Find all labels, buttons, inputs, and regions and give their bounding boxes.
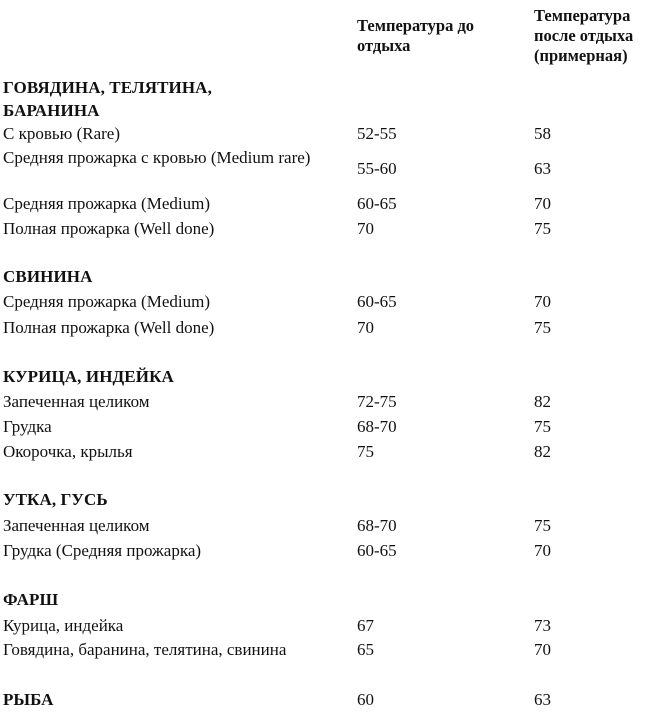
temp-before: 67 bbox=[357, 616, 374, 635]
section-title-mince: ФАРШ bbox=[3, 590, 59, 609]
section-title-beef: ГОВЯДИНА, ТЕЛЯТИНА, БАРАНИНА bbox=[3, 78, 212, 120]
row-name: Средняя прожарка (Medium) bbox=[3, 292, 210, 311]
temp-after: 75 bbox=[534, 219, 551, 238]
temp-before: 75 bbox=[357, 442, 374, 461]
temp-after: 73 bbox=[534, 616, 551, 635]
temp-before: 60-65 bbox=[357, 292, 397, 311]
temp-before: 68-70 bbox=[357, 516, 397, 535]
temp-before: 60 bbox=[357, 690, 374, 709]
table-row bbox=[0, 539, 660, 563]
row-name: С кровью (Rare) bbox=[3, 124, 120, 143]
temp-before: 60-65 bbox=[357, 194, 397, 213]
temp-before: 65 bbox=[357, 640, 374, 659]
table-row bbox=[0, 514, 660, 538]
temp-after: 75 bbox=[534, 516, 551, 535]
temp-after: 82 bbox=[534, 392, 551, 411]
temp-after: 70 bbox=[534, 640, 551, 659]
table-row bbox=[0, 614, 660, 638]
row-name: Запеченная целиком bbox=[3, 516, 150, 535]
section-title-duck: УТКА, ГУСЬ bbox=[3, 490, 108, 509]
column-header-after-rest: Температура после отдыха (примерная) bbox=[534, 6, 634, 65]
temp-before: 68-70 bbox=[357, 417, 397, 436]
temp-before: 70 bbox=[357, 219, 374, 238]
row-name: Полная прожарка (Well done) bbox=[3, 318, 215, 337]
row-name: Запеченная целиком bbox=[3, 392, 150, 411]
section-title-pork: СВИНИНА bbox=[3, 267, 93, 286]
section-title-fish: РЫБА bbox=[3, 690, 54, 709]
temp-after: 75 bbox=[534, 318, 551, 337]
table-row bbox=[0, 217, 660, 241]
table-row-fish bbox=[0, 688, 660, 712]
temp-after: 63 bbox=[534, 159, 551, 178]
row-name: Средняя прожарка с кровью (Medium rare) bbox=[3, 148, 311, 167]
row-name: Средняя прожарка (Medium) bbox=[3, 194, 210, 213]
temp-after: 63 bbox=[534, 690, 551, 709]
temp-before: 52-55 bbox=[357, 124, 397, 143]
temp-after: 58 bbox=[534, 124, 551, 143]
temp-after: 75 bbox=[534, 417, 551, 436]
table-row bbox=[0, 440, 660, 464]
table-row bbox=[0, 390, 660, 414]
row-name: Грудка bbox=[3, 417, 52, 436]
table-row bbox=[0, 316, 660, 340]
table-row bbox=[0, 638, 660, 662]
table-row bbox=[0, 192, 660, 216]
row-name: Грудка (Средняя прожарка) bbox=[3, 541, 202, 560]
temp-after: 70 bbox=[534, 541, 551, 560]
table-row bbox=[0, 146, 660, 192]
row-name: Говядина, баранина, телятина, свинина bbox=[3, 640, 287, 659]
temp-before: 60-65 bbox=[357, 541, 397, 560]
temp-after: 70 bbox=[534, 194, 551, 213]
temp-after: 82 bbox=[534, 442, 551, 461]
temp-before: 72-75 bbox=[357, 392, 397, 411]
table-row bbox=[0, 415, 660, 439]
row-name: Окорочка, крылья bbox=[3, 442, 133, 461]
temp-before: 55-60 bbox=[357, 159, 397, 178]
row-name: Курица, индейка bbox=[3, 616, 124, 635]
temp-before: 70 bbox=[357, 318, 374, 337]
column-header-before-rest: Температура до отдыха bbox=[357, 16, 475, 55]
row-name: Полная прожарка (Well done) bbox=[3, 219, 215, 238]
table-row bbox=[0, 122, 660, 146]
section-title-poultry: КУРИЦА, ИНДЕЙКА bbox=[3, 367, 174, 386]
temp-after: 70 bbox=[534, 292, 551, 311]
table-row bbox=[0, 290, 660, 314]
